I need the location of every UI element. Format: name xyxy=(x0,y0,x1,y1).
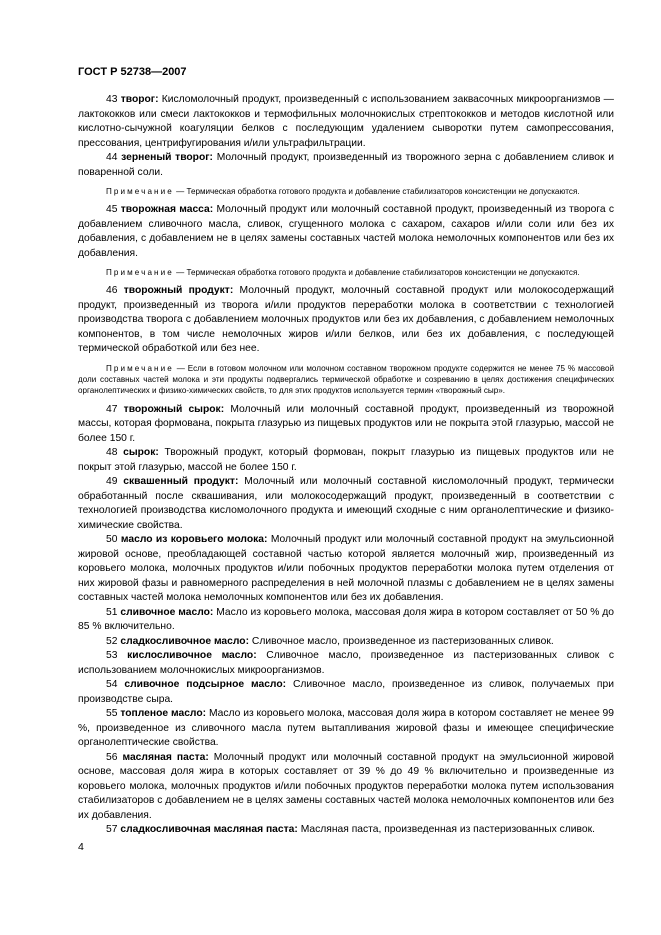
document-header: ГОСТ Р 52738—2007 xyxy=(78,66,187,78)
term-name: зерненый творог: xyxy=(121,152,213,163)
term-56: 56 масляная паста: Молочный продукт или молочный составной продукт на эмульсионной жировой основе, массовая доля жира в которых составляет от 39 % до 49 % включительно и произведенные из коровьего молока, молочных продуктов и/или побочных продуктов переработки молока путем использования стабилизаторов с добавлением не в целях замены составных частей молока немолочных компонентов или без их добавления. xyxy=(78,751,614,821)
term-44: 44 зерненый творог: Молочный продукт, произведенный из творожного зерна с добавлением сливок и поваренной соли. xyxy=(78,152,614,178)
term-47: 47 творожный сырок: Молочный или молочный составной продукт, произведенный из творожной массы, которая формована, покрыта глазурью из пищевых продуктов или не покрыта этой глазурью, массой не более 150 г. xyxy=(78,403,614,444)
document-body xyxy=(78,93,614,838)
term-name: сырок: xyxy=(123,447,159,459)
term-45: 45 творожная масса: Молочный продукт или молочный составной продукт, произведенный из творога с добавлением сливочного масла, сливок, сгущенного молока с сахаром, сахаров и/или соли или без их добавления, с добавлением не в целях замены составных частей молока немолочных компонентов или без их добавления. xyxy=(78,204,614,259)
term-name: творог: xyxy=(120,94,159,105)
note-3: Примечание — Если в готовом молочном или молочном составном творожном продукте содержится не менее 75 % массовой доли составных частей молока и эти продукты подвергались термической обработке и созреванию в целях достижения специфических органолептических и физико-химических свойств, то для этих продуктов используется термин «творожный сыр». xyxy=(78,363,614,396)
term-55: 55 топленое масло: Масло из коровьего молока, массовая доля жира в котором составляет не менее 99 %, произведенное из сливочного масла путем вытапливания жировой фазы и имеющее специфические органолептические свойства. xyxy=(78,708,614,749)
term-51: 51 сливочное масло: Масло из коровьего молока, массовая доля жира в котором составляет от 50 % до 85 % включительно. xyxy=(78,606,614,633)
term-53: 53 кислосливочное масло: Сливочное масло, произведенное из пастеризованных сливок с использованием молочнокислых микроорганизмов. xyxy=(78,650,614,676)
term-name: сливочное масло: xyxy=(120,606,214,618)
term-name: сквашенный продукт: xyxy=(123,476,239,488)
term-name: сливочное подсырное масло: xyxy=(124,679,287,691)
term-name: масло из коровьего молока: xyxy=(120,534,268,546)
term-57: 57 сладкосливочная масляная паста: Масляная паста, произведенная из пастеризованных сливок. xyxy=(106,824,595,836)
term-name: топленое масло: xyxy=(120,708,207,720)
term-name: кислосливочное масло: xyxy=(127,650,257,662)
term-46: 46 творожный продукт: Молочный продукт, молочный составной продукт или молокосодержащий продукт, произведенный из творога и/или продуктов переработки молока в соответствии с технологией производства творога с добавлением молочных продуктов или без их добавления, с добавлением немолочных компонентов, в том числе немолочных жиров и/или белков, или без их добавления, с последующей термической обработкой или без нее. xyxy=(78,285,614,355)
term-name: творожный сырок: xyxy=(123,403,225,415)
page-number: 4 xyxy=(78,841,84,853)
term-50: 50 масло из коровьего молока: Молочный продукт или молочный составной продукт на эмульсионной жировой основе, преобладающей составной частью которой является молочный жир, произведенный из коровьего молока, молочных продуктов и/или побочных продуктов переработки молока путем отделения от них жировой фазы и равномерного распределения в ней молочной плазмы с добавлением не в целях замены составных частей молока немолочных компонентов или без их добавления. xyxy=(78,534,614,604)
note-2: Примечание — Термическая обработка готового продукта и добавление стабилизаторов консистенции не допускаются. xyxy=(106,268,580,278)
note-label: Примечание xyxy=(106,363,174,373)
term-name: творожный продукт: xyxy=(123,285,234,297)
term-43: 43 творог: Кисломолочный продукт, произведенный с использованием заквасочных микроорганизмов — лактококков или смеси лактококков и термофильных молочнокислых стрептококков и методов кислотной или кислотно-сычужной коагуляции белков с последующим удалением сыворотки путем самопрессования, прессования, центрифугирования и/или ультрафильтрации. xyxy=(78,94,614,149)
term-name: масляная паста: xyxy=(122,751,209,763)
term-48: 48 сырок: Творожный продукт, который формован, покрыт глазурью из пищевых продуктов или не покрыт этой глазурью, массой не более 150 г. xyxy=(78,447,614,473)
term-54: 54 сливочное подсырное масло: Сливочное масло, произведенное из сливок, получаемых при производстве сыра. xyxy=(78,679,614,705)
note-label: Примечание xyxy=(106,268,174,278)
note-1: Примечание — Термическая обработка готового продукта и добавление стабилизаторов консистенции не допускаются. xyxy=(106,187,580,196)
term-52: 52 сладкосливочное масло: Сливочное масло, произведенное из пастеризованных сливок. xyxy=(106,635,554,647)
note-label: Примечание xyxy=(106,187,174,196)
term-name: творожная масса: xyxy=(120,204,214,216)
term-name: сладкосливочное масло: xyxy=(120,635,250,647)
term-name: сладкосливочная масляная паста: xyxy=(120,824,298,836)
term-49: 49 сквашенный продукт: Молочный или молочный составной кисломолочный продукт, термически обработанный после сквашивания, или молокосодержащий продукт, произведенный в соответствии с технологией производства кисломолочного продукта и имеющий сходные с ним органолептические и физико-химические свойства. xyxy=(78,476,614,531)
